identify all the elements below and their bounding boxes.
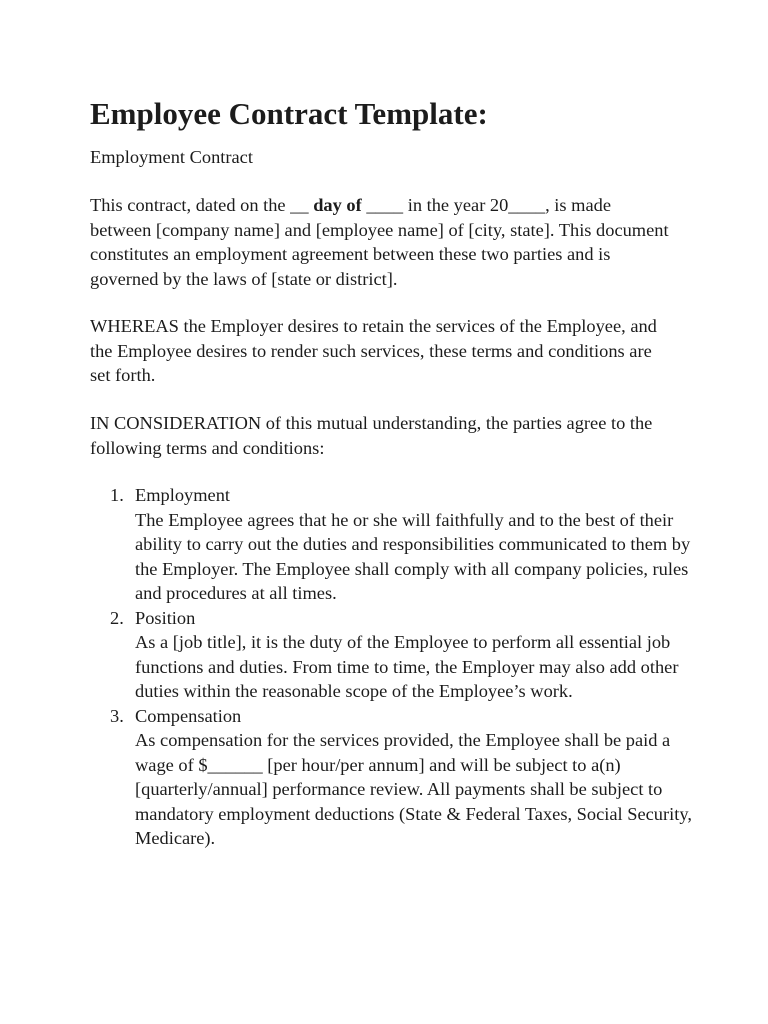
list-item-number: 1.	[110, 485, 124, 505]
list-item	[90, 483, 690, 606]
list-item-heading: Compensation	[135, 705, 242, 726]
consideration-paragraph: IN CONSIDERATION of this mutual understanding, the parties agree to the following terms and conditions:	[90, 413, 653, 458]
intro-bold-day-of: day of	[313, 195, 362, 215]
list-item	[90, 704, 690, 851]
list-item-body: As a [job title], it is the duty of the Employee to perform all essential job functions and duties. From time to time, the Employer may also add other duties within the reasonable scope of the Employee’s work.	[135, 632, 679, 701]
list-item-number: 2.	[110, 607, 124, 628]
intro-paragraph	[90, 193, 670, 291]
list-item-body: The Employee agrees that he or she will faithfully and to the best of their ability to carry out the duties and responsibilities communicated to them by the Employer. The Employee shall comply with all company policies, rules and procedures at all times.	[135, 509, 691, 603]
terms-list	[90, 483, 690, 851]
list-item-heading: Position	[135, 607, 196, 628]
list-item	[90, 606, 690, 704]
document-title: Employee Contract Template:	[90, 96, 488, 131]
list-item-heading: Employment	[135, 485, 231, 505]
document-subtitle: Employment Contract	[90, 147, 253, 167]
list-item-body: As compensation for the services provided, the Employee shall be paid a wage of $______ [per hour/per annum] and will be subject to a(n) [quarterly/annual] performance review. All payments shall be subject to mandatory employment deductions (State & Federal Taxes, Social Security, Medicare).	[135, 730, 692, 848]
intro-text-end: ____ in the year 20____, is made between [company name] and [employee name] of [city, state]. This document constitutes an employment agreement between these two parties and is governed by the laws of [state or district].	[90, 195, 669, 289]
list-item-number: 3.	[110, 705, 124, 726]
whereas-paragraph: WHEREAS the Employer desires to retain the services of the Employee, and the Employee desires to render such services, these terms and conditions are set forth.	[90, 316, 657, 385]
intro-text-start: This contract, dated on the __	[90, 195, 314, 215]
